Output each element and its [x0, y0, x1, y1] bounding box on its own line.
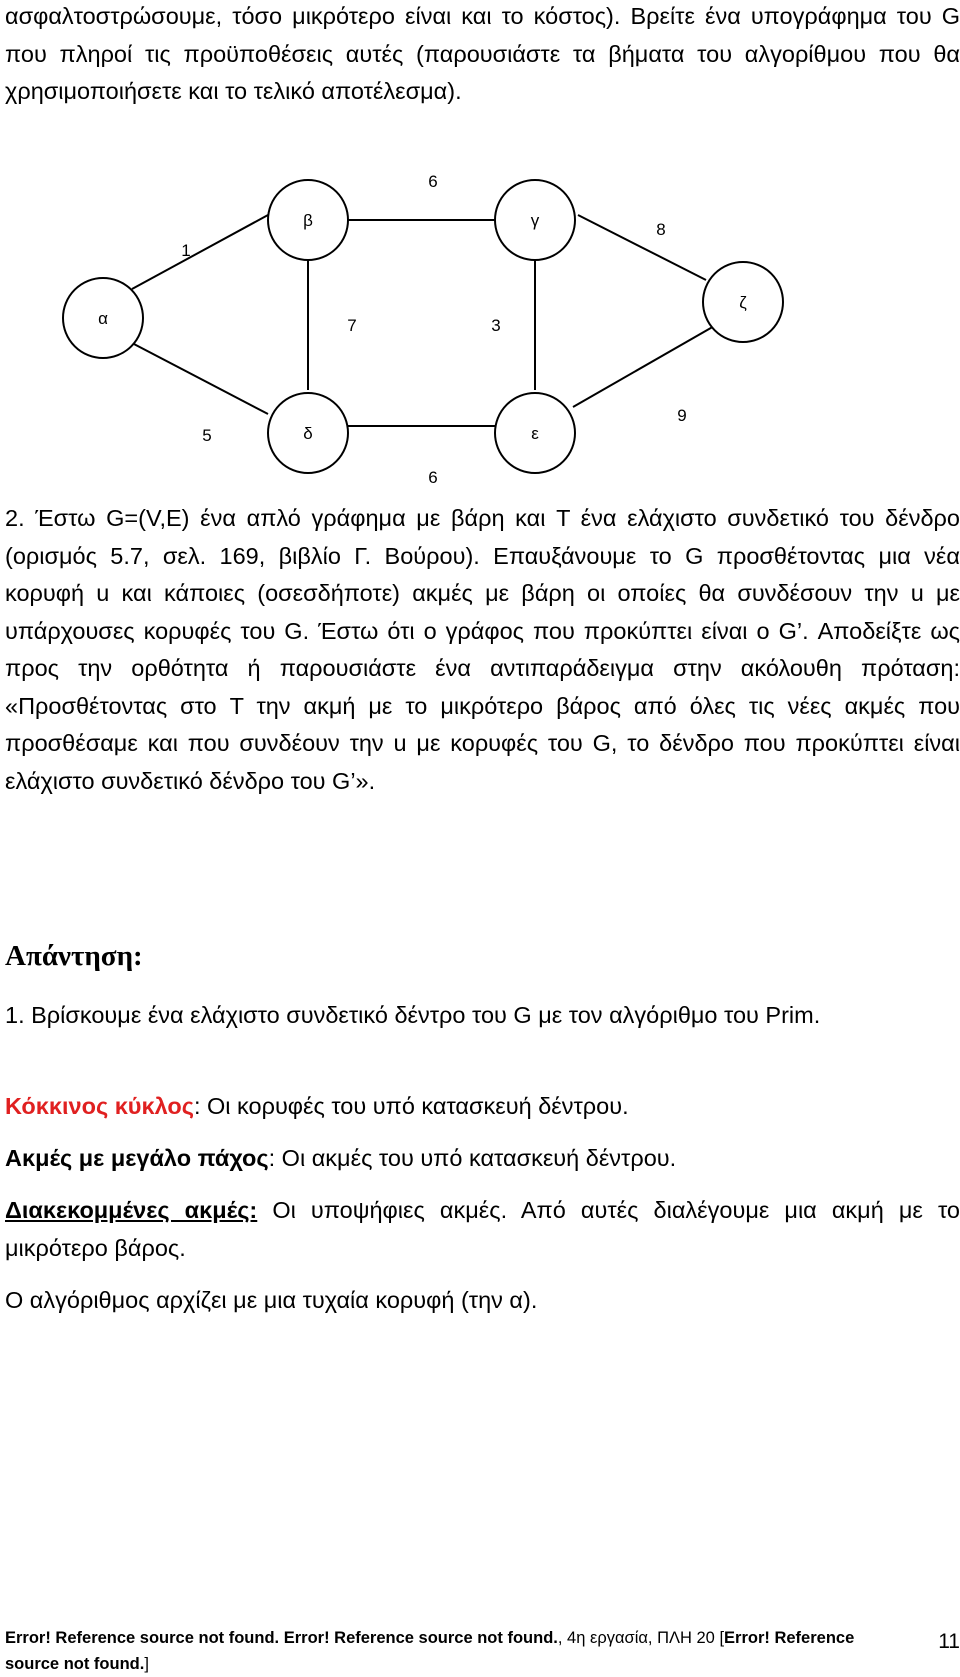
legend-dashed-edges — [5, 1192, 960, 1267]
legend-thick-desc: : Οι ακμές του υπό κατασκευή δέντρου. — [268, 1145, 677, 1171]
legend-dashed-desc: Οι υποψήφιες ακμές. Από αυτές διαλέγουμε μια ακμή με το μικρότερο βάρος. — [5, 1197, 960, 1261]
node-label-gamma: γ — [530, 211, 540, 230]
footer-error-1: Error! Reference source not found. — [5, 1629, 280, 1647]
node-label-delta: δ — [303, 424, 313, 443]
weighted-graph-figure — [0, 150, 960, 500]
edge-alpha-beta — [132, 215, 268, 289]
legend-red-term: Κόκκινος κύκλος — [5, 1093, 194, 1119]
page-number: 11 — [938, 1630, 960, 1653]
footer-close: ] — [144, 1655, 149, 1673]
step-1-paragraph: 1. Βρίσκουμε ένα ελάχιστο συνδετικό δέντρο του G με τον αλγόριθμο του Prim. — [5, 1002, 821, 1028]
weight-beta-gamma: 6 — [428, 172, 438, 191]
legend-red-circle — [5, 1088, 960, 1126]
problem-2-paragraph: 2. Έστω G=(V,E) ένα απλό γράφημα με βάρη και T ένα ελάχιστο συνδετικό του δένδρο (ορισμός 5.7, σελ. 169, βιβλίο Γ. Βούρου). Επαυξάνουμε το G προσθέτοντας μια νέα κορυφή u και κάποιες (οσεσδήποτε) ακμές με βάρη οι οποίες θα συνδέσουν την u με υπάρχουσες κορυφές του G. Έστω ότι ο γράφος που προκύπτει είναι ο G’. Αποδείξτε ως προς την ορθότητα ή παρουσιάστε ένα αντιπαράδειγμα στην ακόλουθη πρόταση: «Προσθέτοντας στο T την ακμή με το μικρότερο βάρος από όλες τις νέες ακμές που προσθέσαμε και που συνδέουν την u με κορυφές του G, το δένδρο που προκύπτει είναι ελάχιστο συνδετικό δένδρο του G’». — [5, 505, 960, 794]
legend-thick-term: Ακμές με μεγάλο πάχος — [5, 1145, 269, 1171]
intro-paragraph: ασφαλτοστρώσουμε, τόσο μικρότερο είναι και το κόστος). Βρείτε ένα υπογράφημα του G που πληροί τις προϋποθέσεις αυτές (παρουσιάστε τα βήματα του αλγορίθμου που θα χρησιμοποιήσετε και το τελικό αποτέλεσμα). — [5, 3, 960, 104]
legend-thick-edges — [5, 1140, 960, 1178]
footer-error-3: Error! Reference source not found. — [5, 1629, 855, 1673]
page-footer — [5, 1625, 885, 1677]
node-label-alpha: α — [98, 309, 108, 328]
edge-gamma-zeta — [578, 215, 706, 280]
node-label-epsilon: ε — [531, 424, 539, 443]
legend-red-desc: : Οι κορυφές του υπό κατασκευή δέντρου. — [193, 1093, 629, 1119]
legend-dashed-term: Διακεκομμένες ακμές: — [5, 1197, 258, 1223]
node-label-beta: β — [303, 211, 313, 230]
footer-middle: , 4η εργασία, ΠΛΗ 20 [ — [557, 1629, 725, 1647]
weight-gamma-zeta: 8 — [656, 220, 666, 239]
algorithm-start-note: Ο αλγόριθμος αρχίζει με μια τυχαία κορυφή (την α). — [5, 1287, 538, 1313]
edge-alpha-delta — [132, 343, 268, 414]
weight-delta-epsilon: 6 — [428, 468, 438, 487]
footer-error-2: Error! Reference source not found. — [283, 1629, 558, 1647]
weight-epsilon-zeta: 9 — [677, 406, 687, 425]
edge-epsilon-zeta — [573, 325, 716, 407]
weight-alpha-beta: 1 — [181, 241, 191, 260]
weight-alpha-delta: 5 — [202, 426, 212, 445]
weight-gamma-epsilon: 3 — [491, 316, 501, 335]
answer-heading: Απάντηση: — [5, 940, 143, 972]
weight-beta-delta: 7 — [347, 316, 357, 335]
node-label-zeta: ζ — [739, 293, 747, 312]
